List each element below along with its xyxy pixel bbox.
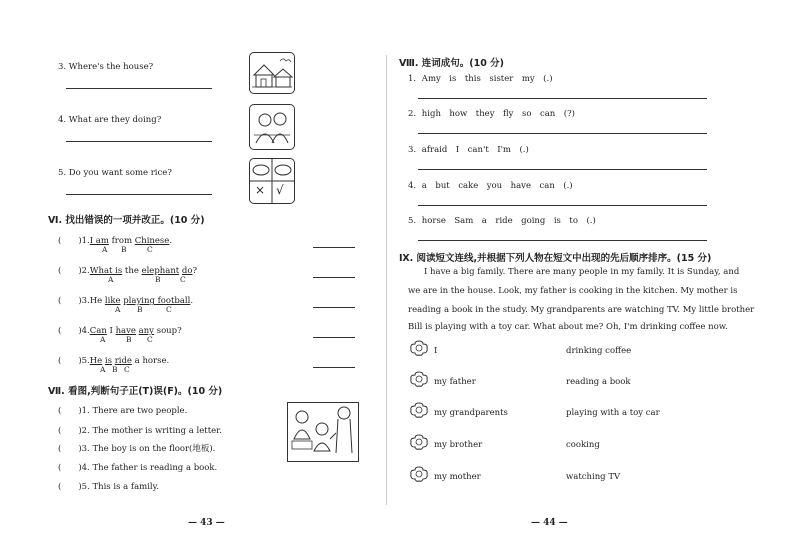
person-2[interactable]: my father: [434, 377, 476, 387]
scramble-answer-line-4[interactable]: [418, 205, 707, 206]
section-7-title: Ⅶ. 看图,判断句子正(T)误(F)。(10 分): [48, 386, 223, 397]
correction-line-1[interactable]: [313, 247, 355, 248]
option-label-c: C: [147, 335, 153, 344]
scramble-item-5: 5. horse Sam a ride going is to (.): [408, 216, 596, 226]
option-label-c: C: [124, 365, 130, 374]
section-6-item-5: ( )5.He is ride a horse.: [58, 356, 170, 366]
rice-picture: [249, 158, 295, 204]
judge-item-1: ( )1. There are two people.: [58, 406, 188, 416]
cross-mark: ×: [255, 183, 266, 197]
judge-item-2: ( )2. The mother is writing a letter.: [58, 426, 222, 436]
option-label-c: C: [166, 305, 172, 314]
section-6-item-4: ( )4.Can I have any soup?: [58, 326, 182, 336]
activity-2[interactable]: reading a book: [566, 377, 631, 387]
flower-icon[interactable]: [409, 434, 429, 450]
passage-line-1: I have a big family. There are many people in my family. It is Sunday, and: [424, 267, 740, 277]
passage-line-4: Bill is playing with a toy car. What about me? Oh, I'm drinking coffee now.: [408, 322, 728, 332]
question-4: 4. What are they doing?: [58, 115, 162, 125]
scramble-answer-line-5[interactable]: [418, 240, 707, 241]
page-number-left: — 43 —: [188, 518, 225, 528]
flower-icon[interactable]: [409, 466, 429, 482]
option-label-b: B: [112, 365, 118, 374]
activity-5[interactable]: watching TV: [566, 472, 621, 482]
question-3: 3. Where's the house?: [58, 62, 154, 72]
scramble-answer-line-2[interactable]: [418, 133, 707, 134]
judge-item-5: ( )5. This is a family.: [58, 482, 160, 492]
option-label-a: A: [100, 365, 106, 374]
option-label-a: A: [115, 305, 121, 314]
person-1[interactable]: I: [434, 346, 438, 356]
person-5[interactable]: my mother: [434, 472, 481, 482]
option-label-a: A: [102, 245, 108, 254]
scramble-item-2: 2. high how they fly so can (?): [408, 109, 575, 119]
page-number-right: — 44 —: [531, 518, 568, 528]
correction-line-5[interactable]: [313, 367, 355, 368]
option-label-c: C: [147, 245, 153, 254]
person-4[interactable]: my brother: [434, 440, 483, 450]
page-divider: [386, 55, 387, 505]
scramble-item-1: 1. Amy is this sister my (.): [408, 74, 553, 84]
answer-line-4[interactable]: [66, 141, 212, 142]
correction-line-3[interactable]: [313, 307, 355, 308]
check-mark: √: [276, 183, 284, 197]
answer-line-3[interactable]: [66, 88, 212, 89]
activity-3[interactable]: playing with a toy car: [566, 408, 660, 418]
people-picture: [249, 104, 295, 150]
family-image: [288, 403, 358, 461]
answer-line-5[interactable]: [66, 194, 212, 195]
option-label-c: C: [180, 275, 186, 284]
person-3[interactable]: my grandparents: [434, 408, 508, 418]
passage-line-3: reading a book in the study. My grandparents are watching TV. My little brother: [408, 305, 755, 315]
judge-item-3: ( )3. The boy is on the floor(地板).: [58, 444, 216, 454]
section-8-title: Ⅷ. 连词成句。(10 分): [399, 58, 505, 69]
flower-icon[interactable]: [409, 371, 429, 387]
correction-line-4[interactable]: [313, 337, 355, 338]
section-6-item-1: ( )1.I am from Chinese.: [58, 236, 173, 246]
question-5: 5. Do you want some rice?: [58, 168, 172, 178]
scramble-answer-line-1[interactable]: [418, 98, 707, 99]
option-label-b: B: [155, 275, 161, 284]
flower-icon[interactable]: [409, 340, 429, 356]
judge-item-4: ( )4. The father is reading a book.: [58, 463, 218, 473]
flower-icon[interactable]: [409, 402, 429, 418]
option-label-a: A: [100, 335, 106, 344]
scramble-item-4: 4. a but cake you have can (.): [408, 181, 573, 191]
house-image: [250, 53, 294, 93]
option-label-b: B: [121, 245, 127, 254]
scramble-item-3: 3. afraid I can't I'm (.): [408, 145, 529, 155]
children-image: [250, 105, 294, 149]
section-6-item-3: ( )3.He like playing football.: [58, 296, 194, 306]
activity-4[interactable]: cooking: [566, 440, 600, 450]
option-label-b: B: [126, 335, 132, 344]
family-picture: [287, 402, 359, 462]
section-6-title: Ⅵ. 找出错误的一项并改正。(10 分): [48, 215, 205, 226]
activity-1[interactable]: drinking coffee: [566, 346, 632, 356]
option-label-a: A: [108, 275, 114, 284]
house-picture: [249, 52, 295, 94]
option-label-b: B: [137, 305, 143, 314]
correction-line-2[interactable]: [313, 277, 355, 278]
passage-line-2: we are in the house. Look, my father is cooking in the kitchen. My mother is: [408, 286, 738, 296]
scramble-answer-line-3[interactable]: [418, 169, 707, 170]
section-9-title: Ⅸ. 阅读短文连线,并根据下列人物在短文中出现的先后顺序排序。(15 分): [399, 253, 712, 264]
section-6-item-2: ( )2.What is the elephant do?: [58, 266, 198, 276]
